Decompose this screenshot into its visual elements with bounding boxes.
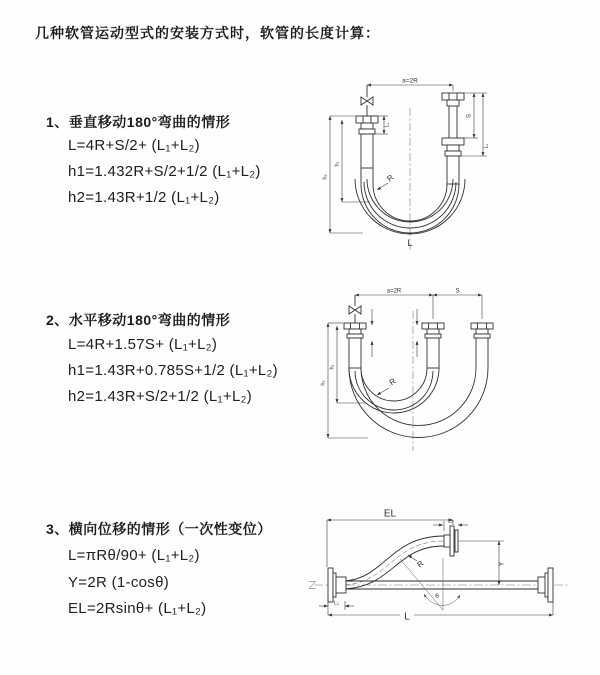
dim-label-el: EL: [383, 508, 397, 520]
diagram-horizontal-180-bend: [318, 283, 533, 468]
displaced-flange: [444, 526, 458, 556]
dim-label-s: S: [466, 113, 473, 119]
section-1-formula-length: L=4R+S/2+ (L₁+L₂): [68, 137, 200, 154]
dimension-l1: [319, 601, 354, 611]
dim-label-h1: h₁: [329, 364, 336, 370]
section-2-heading: 2、水平移动180°弯曲的情形: [46, 312, 231, 328]
page-title: 几种软管运动型式的安装方式时，软管的长度计算：: [35, 25, 380, 41]
dim-label-radius: R: [415, 558, 426, 570]
braided-hose-section: [427, 338, 439, 368]
dim-label-l1: L₁: [334, 600, 339, 607]
fitting-length-arrows: [372, 309, 417, 357]
dim-label-y: Y: [498, 561, 506, 567]
dimension-a2r: [367, 78, 453, 92]
dimension-a2r: [355, 289, 433, 320]
dimension-h2: [323, 116, 364, 233]
dim-label-radius: R: [385, 172, 396, 184]
right-pipe-fitting-shifted: [471, 323, 493, 368]
section-2-formula-h2: h2=1.43R+S/2+1/2 (L₁+L₂): [68, 388, 253, 405]
section-1-heading: 1、垂直移动180°弯曲的情形: [46, 114, 231, 130]
section-3-formula-el: EL=2Rsinθ+ (L₁+L₂): [68, 600, 207, 617]
dim-label-s: S: [455, 288, 460, 295]
dimension-s: [433, 289, 482, 320]
section-2-formula-length: L=4R+1.57S+ (L₁+L₂): [68, 336, 218, 353]
right-flange: [538, 568, 553, 602]
dim-label-theta: θ: [435, 593, 439, 600]
section-3-formula-y: Y=2R (1-cosθ): [68, 574, 170, 591]
right-pipe-fitting: [442, 93, 464, 184]
radius-callout: [377, 173, 396, 190]
radius-callout: [377, 376, 398, 395]
section-3-formula-length: L=πRθ/90+ (L₁+L₂): [68, 547, 200, 564]
left-pipe-fitting: [344, 323, 366, 368]
dim-label-l: L: [404, 611, 410, 623]
dimension-y: [458, 541, 506, 585]
braided-hose-section: [361, 134, 373, 168]
radius-callout: [408, 555, 426, 569]
dim-label-l1: L₁: [384, 122, 391, 128]
dim-label-a2r: a=2R: [402, 77, 418, 85]
valve-icon: [361, 85, 373, 116]
diagram-vertical-180-bend: [318, 72, 533, 257]
left-pipe-fitting: [356, 116, 378, 168]
dim-label-radius: R: [387, 376, 398, 388]
valve-icon: [349, 295, 361, 323]
dim-label-length: L: [407, 238, 413, 248]
dim-label-l2: L₂: [483, 143, 490, 149]
dimension-el: [327, 509, 453, 568]
dim-label-h2: h₂: [320, 380, 327, 386]
braided-hose-section: [349, 338, 361, 368]
dimension-l2: [483, 93, 490, 156]
dim-label-l2: L₂: [447, 518, 454, 525]
dim-label-a2r: a=2R: [386, 288, 402, 295]
hose-u-bend: [349, 368, 488, 438]
angle-construction: [400, 558, 460, 610]
diagram-lateral-displacement: [300, 498, 600, 658]
dim-label-h1: h₁: [334, 161, 341, 167]
section-2-formula-h1: h1=1.43R+0.785S+1/2 (L₁+L₂): [68, 362, 278, 379]
section-1-formula-h1: h1=1.432R+S/2+1/2 (L₁+L₂): [68, 163, 261, 180]
section-1-formula-h2: h2=1.43R+1/2 (L₁+L₂): [68, 189, 220, 206]
dim-label-h2: h₂: [322, 174, 329, 180]
middle-pipe-fitting: [422, 323, 444, 368]
section-3-heading: 3、横向位移的情形（一次性变位）: [46, 521, 272, 537]
left-flange: [328, 568, 346, 602]
